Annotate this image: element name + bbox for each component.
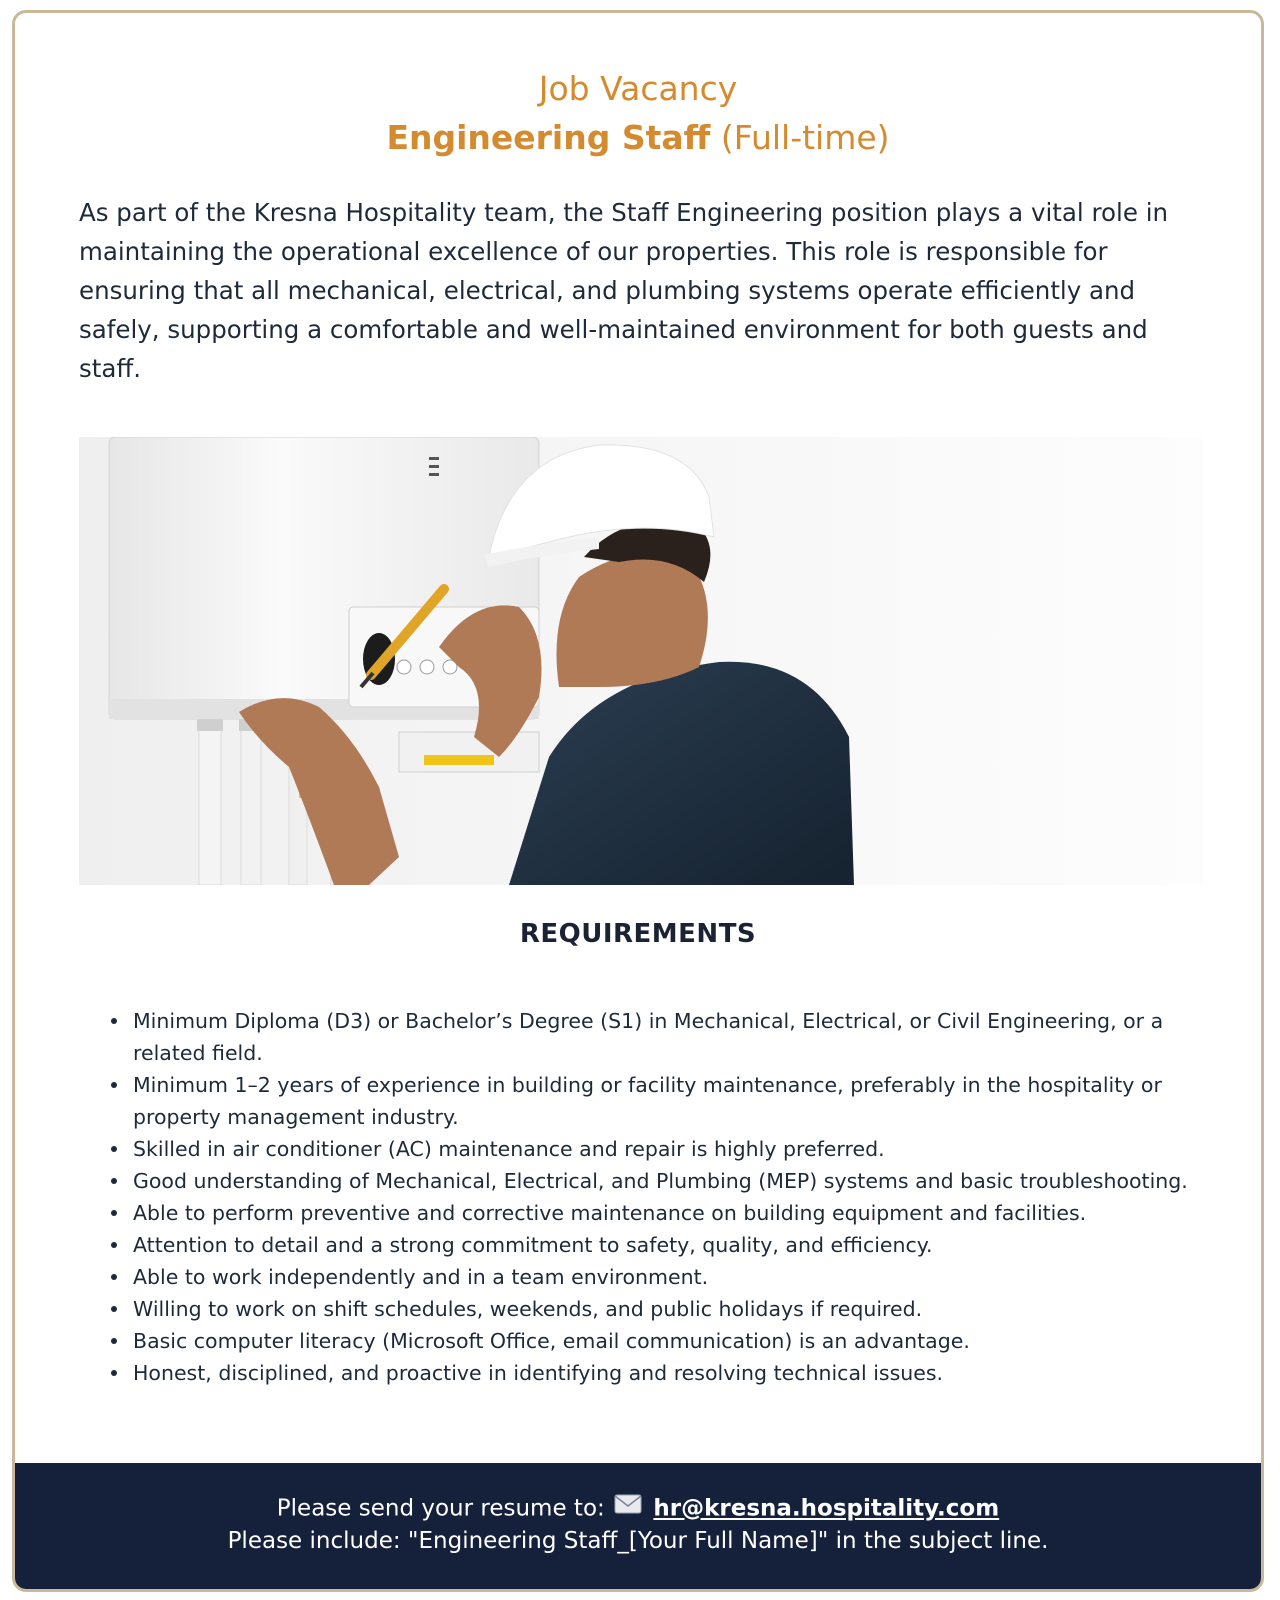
header bbox=[15, 65, 1261, 163]
list-item: Able to work independently and in a team environment. bbox=[111, 1261, 1221, 1293]
subject-note: Please include: "Engineering Staff_[Your Full Name]" in the subject line. bbox=[227, 1528, 1049, 1554]
footer-banner bbox=[15, 1463, 1261, 1589]
send-resume-label: Please send your resume to: bbox=[276, 1495, 605, 1522]
list-item: Honest, disciplined, and proactive in identifying and resolving technical issues. bbox=[111, 1357, 1221, 1389]
list-item: Willing to work on shift schedules, weekends, and public holidays if required. bbox=[111, 1293, 1221, 1325]
technician-photo bbox=[79, 437, 1203, 885]
list-item: Minimum 1–2 years of experience in building or facility maintenance, preferably in the hospitality or property management industry. bbox=[111, 1069, 1221, 1133]
list-item: Able to perform preventive and corrective maintenance on building equipment and facilities. bbox=[111, 1197, 1221, 1229]
job-vacancy-flyer bbox=[12, 10, 1264, 1592]
requirements-title: REQUIREMENTS bbox=[519, 919, 757, 949]
position-type: (Full-time) bbox=[720, 118, 890, 157]
position-name: Engineering Staff bbox=[386, 118, 711, 157]
vacancy-title: Job Vacancy bbox=[538, 69, 738, 108]
list-item: Good understanding of Mechanical, Electrical, and Plumbing (MEP) systems and basic troubleshooting. bbox=[111, 1165, 1221, 1197]
email-link[interactable]: hr@kresna.hospitality.com bbox=[653, 1495, 1000, 1522]
intro-paragraph: As part of the Kresna Hospitality team, the Staff Engineering position plays a vital role in maintaining the operational excellence of our properties. This role is responsible for ensuring that all mechanical, electrical, and plumbing systems operate efficiently and safely, supporting a comfortable and well-maintained environment for both guests and staff. bbox=[79, 198, 1169, 383]
list-item: Basic computer literacy (Microsoft Office, email communication) is an advantage. bbox=[111, 1325, 1221, 1357]
envelope-icon bbox=[614, 1489, 642, 1525]
list-item: Minimum Diploma (D3) or Bachelor’s Degree (S1) in Mechanical, Electrical, or Civil Engineering, or a related field. bbox=[111, 1005, 1221, 1069]
requirements-list bbox=[111, 1005, 1221, 1389]
position-title bbox=[15, 113, 1261, 163]
list-item: Attention to detail and a strong commitment to safety, quality, and efficiency. bbox=[111, 1229, 1221, 1261]
list-item: Skilled in air conditioner (AC) maintenance and repair is highly preferred. bbox=[111, 1133, 1221, 1165]
